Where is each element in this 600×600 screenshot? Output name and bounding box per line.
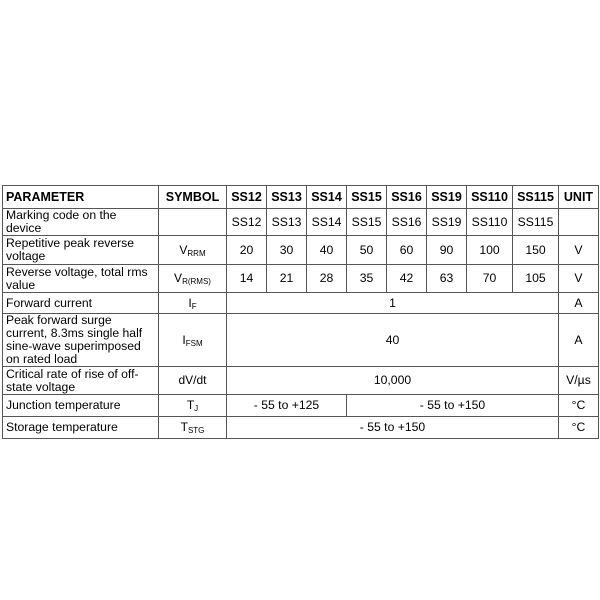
symbol-subscript: RRM xyxy=(187,248,206,258)
param-label: Reverse voltage, total rms value xyxy=(3,265,159,293)
unit-cell: °C xyxy=(559,395,599,417)
symbol-cell xyxy=(159,236,227,265)
value-cell: - 55 to +150 xyxy=(347,395,559,417)
unit-cell: A xyxy=(559,314,599,367)
header-row xyxy=(3,186,599,209)
param-label: Repetitive peak reverse voltage xyxy=(3,236,159,265)
marking-code: SS14 xyxy=(307,209,347,236)
device-header: SS19 xyxy=(427,186,467,209)
value-cell: 40 xyxy=(307,236,347,265)
surge-current-row xyxy=(3,314,599,367)
param-label: Critical rate of rise of off-state voltage xyxy=(3,367,159,395)
symbol-cell xyxy=(159,293,227,314)
junction-temp-row xyxy=(3,395,599,417)
device-header: SS12 xyxy=(227,186,267,209)
value-cell: - 55 to +150 xyxy=(227,417,559,439)
marking-code: SS16 xyxy=(387,209,427,236)
symbol-main: I xyxy=(182,332,186,347)
parameter-header: PARAMETER xyxy=(3,186,159,209)
unit-cell: A xyxy=(559,293,599,314)
marking-code: SS13 xyxy=(267,209,307,236)
value-cell: 42 xyxy=(387,265,427,293)
symbol-main: T xyxy=(186,398,195,412)
device-header: SS115 xyxy=(513,186,559,209)
unit-header: UNIT xyxy=(559,186,599,209)
value-cell: 150 xyxy=(513,236,559,265)
value-cell: 40 xyxy=(227,314,559,367)
symbol-main: I xyxy=(188,295,192,310)
symbol-cell xyxy=(159,209,227,236)
value-cell: 90 xyxy=(427,236,467,265)
unit-cell: V/µs xyxy=(559,367,599,395)
storage-temp-row xyxy=(3,417,599,439)
symbol-main: V xyxy=(179,242,188,257)
param-label: Junction temperature xyxy=(3,395,159,417)
marking-code: SS15 xyxy=(347,209,387,236)
device-header: SS14 xyxy=(307,186,347,209)
forward-current-row xyxy=(3,293,599,314)
marking-code: SS110 xyxy=(467,209,513,236)
symbol-cell xyxy=(159,395,227,417)
vr-rms-row xyxy=(3,265,599,293)
symbol-subscript: STG xyxy=(187,426,205,435)
value-cell: 70 xyxy=(467,265,513,293)
symbol-subscript: FSM xyxy=(185,338,203,348)
unit-cell: °C xyxy=(559,417,599,439)
unit-cell: V xyxy=(559,236,599,265)
value-cell: 35 xyxy=(347,265,387,293)
value-cell: 100 xyxy=(467,236,513,265)
value-cell: 63 xyxy=(427,265,467,293)
value-cell: 14 xyxy=(227,265,267,293)
symbol-cell xyxy=(159,265,227,293)
device-header: SS13 xyxy=(267,186,307,209)
value-cell: 21 xyxy=(267,265,307,293)
unit-cell: V xyxy=(559,265,599,293)
marking-row xyxy=(3,209,599,236)
param-label: Peak forward surge current, 8.3ms single half sine-wave superimposed on rated load xyxy=(3,314,159,367)
symbol-main: V xyxy=(174,271,183,285)
ratings-table xyxy=(2,185,599,439)
param-label: Storage temperature xyxy=(3,417,159,439)
symbol-subscript: J xyxy=(194,404,199,413)
value-cell: 30 xyxy=(267,236,307,265)
unit-cell xyxy=(559,209,599,236)
value-cell: 1 xyxy=(227,293,559,314)
value-cell: 20 xyxy=(227,236,267,265)
symbol-subscript: R(RMS) xyxy=(182,277,211,286)
value-cell: 50 xyxy=(347,236,387,265)
symbol-main: T xyxy=(180,420,188,434)
value-cell: 60 xyxy=(387,236,427,265)
symbol-cell xyxy=(159,417,227,439)
device-header: SS16 xyxy=(387,186,427,209)
value-cell: 105 xyxy=(513,265,559,293)
value-cell: 10,000 xyxy=(227,367,559,395)
param-label: Marking code on the device xyxy=(3,209,159,236)
symbol-cell: dV/dt xyxy=(159,367,227,395)
dvdt-row xyxy=(3,367,599,395)
symbol-header: SYMBOL xyxy=(159,186,227,209)
marking-code: SS12 xyxy=(227,209,267,236)
device-header: SS110 xyxy=(467,186,513,209)
device-header: SS15 xyxy=(347,186,387,209)
symbol-cell xyxy=(159,314,227,367)
param-label: Forward current xyxy=(3,293,159,314)
value-cell: 28 xyxy=(307,265,347,293)
vrrm-row xyxy=(3,236,599,265)
marking-code: SS115 xyxy=(513,209,559,236)
value-cell: - 55 to +125 xyxy=(227,395,347,417)
marking-code: SS19 xyxy=(427,209,467,236)
symbol-subscript: F xyxy=(191,301,197,311)
